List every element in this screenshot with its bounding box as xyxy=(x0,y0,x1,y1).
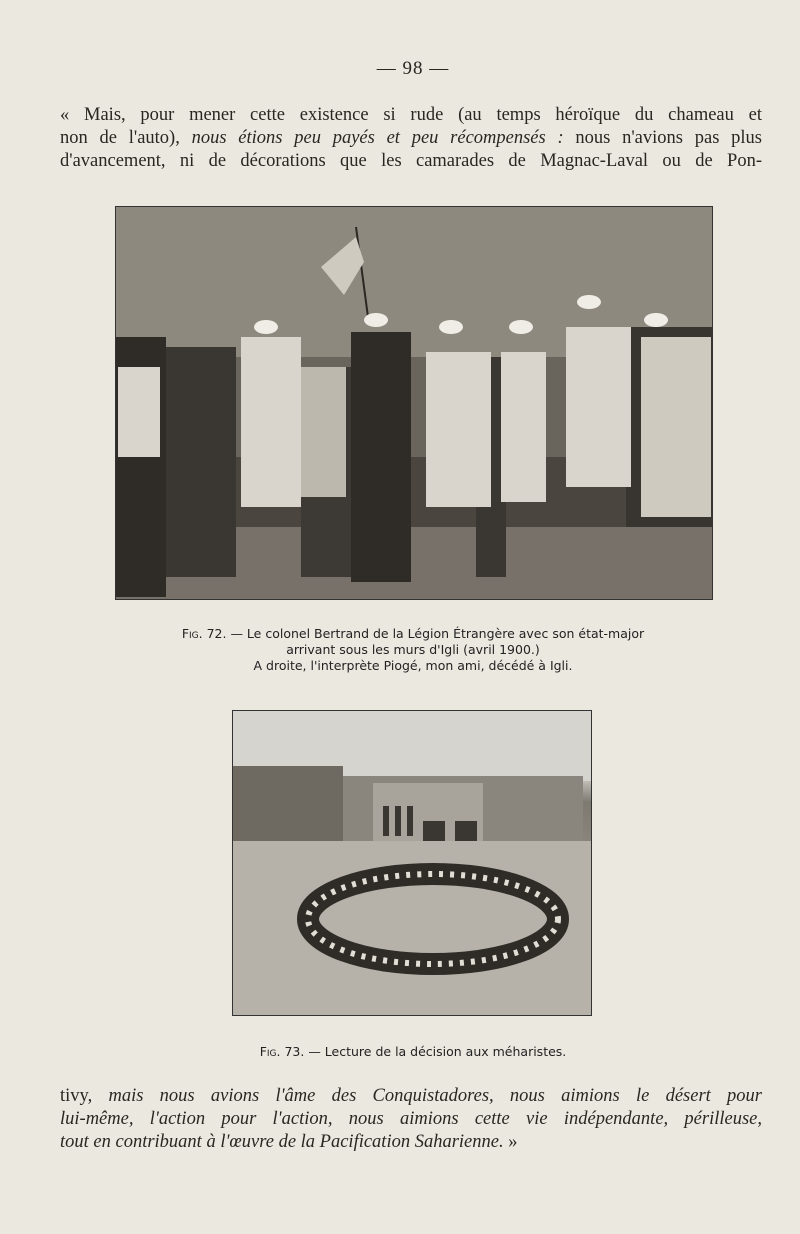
caption-text: — Le colonel Bertrand de la Légion Étrangère avec son état-major xyxy=(226,626,645,641)
caption-line: arrivant sous les murs d'Igli (avril 1900.) xyxy=(286,642,540,657)
top-paragraph-line: d'avancement, ni de décorations que les camarades de Magnac-Laval ou de Pon- xyxy=(60,151,762,171)
photo-meharistes-illustration xyxy=(233,711,591,1015)
top-paragraph xyxy=(60,104,762,173)
bottom-paragraph xyxy=(60,1085,762,1154)
italic-text-run: mais nous avions l'âme des Conquistadores, nous aimions le désert pour xyxy=(108,1086,762,1106)
caption-line: A droite, l'interprète Piogé, mon ami, décédé à Igli. xyxy=(253,658,573,673)
page-number: — 98 — xyxy=(376,58,450,79)
figure-72-caption xyxy=(0,626,800,674)
italic-text-run: lui-même, l'action pour l'action, nous aimions cette vie indépendante, périlleuse, xyxy=(60,1109,762,1129)
figure-73-caption xyxy=(0,1044,800,1060)
figure-label: Fig. 72. xyxy=(181,626,227,641)
italic-text-run: nous étions peu payés et peu récompensés : xyxy=(191,128,564,148)
text-run: tivy, xyxy=(60,1086,109,1106)
photo-legion-officers xyxy=(115,206,713,600)
bottom-paragraph-line xyxy=(60,1131,762,1154)
text-run: nous n'avions pas plus xyxy=(563,128,762,148)
bottom-paragraph-line xyxy=(60,1108,762,1131)
figure-label: Fig. 73. xyxy=(259,1044,305,1059)
text-run: non de l'auto), xyxy=(60,128,192,148)
caption-line xyxy=(0,626,800,642)
top-paragraph-line xyxy=(60,127,762,150)
caption-text: — Lecture de la décision aux méharistes. xyxy=(304,1044,567,1059)
photo-legion-officers-illustration xyxy=(116,207,712,599)
top-paragraph-line: « Mais, pour mener cette existence si rude (au temps héroïque du chameau et xyxy=(60,105,762,125)
text-run: » xyxy=(503,1132,518,1152)
photo-meharistes-circle xyxy=(232,710,592,1016)
bottom-paragraph-line xyxy=(60,1085,762,1108)
italic-text-run: tout en contribuant à l'œuvre de la Pacification Saharienne. xyxy=(60,1132,504,1152)
